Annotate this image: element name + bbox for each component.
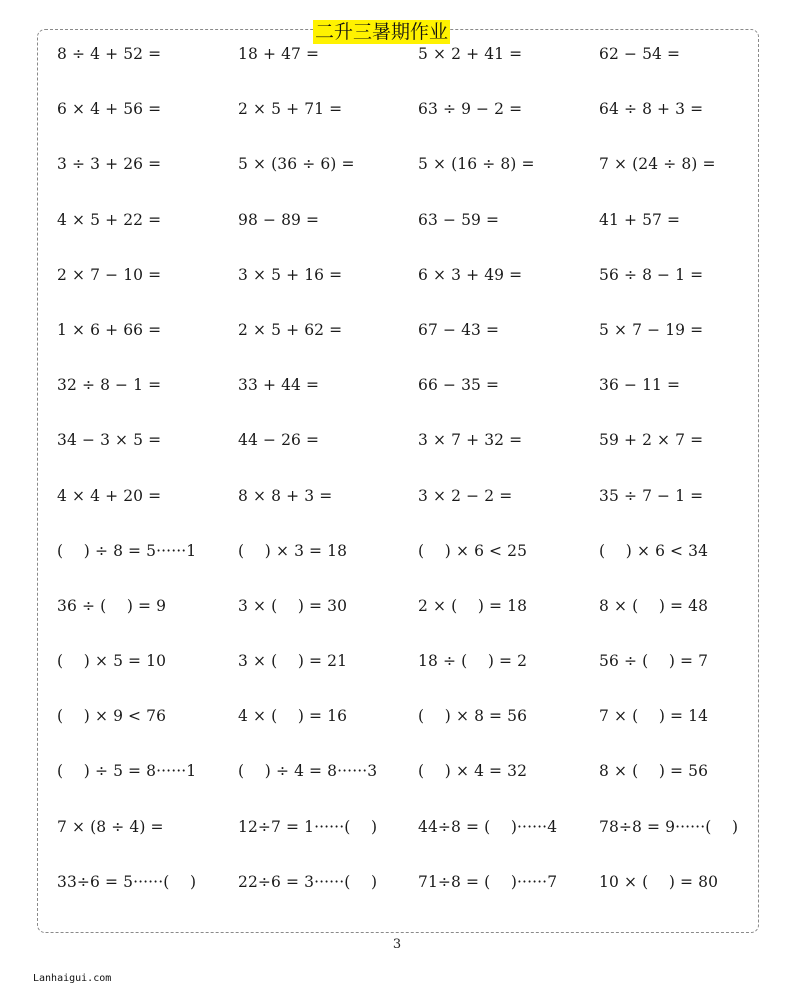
math-problem: 2 × 5 + 71 = [238, 100, 343, 119]
math-problem: 7 × (8 ÷ 4) = [57, 817, 164, 836]
math-problem: 62 − 54 = [599, 45, 681, 63]
math-problem: ( ) × 5 = 10 [57, 652, 167, 671]
math-problem: ( ) × 6 < 34 [599, 541, 709, 560]
math-problem: 59 + 2 × 7 = [599, 431, 704, 450]
math-problem: 36 ÷ ( ) = 9 [57, 596, 167, 615]
math-problem: 66 − 35 = [418, 376, 500, 395]
math-problem: 5 × (16 ÷ 8) = [418, 155, 535, 174]
math-problem: 10 × ( ) = 80 [599, 872, 719, 891]
math-problem: 2 × ( ) = 18 [418, 596, 528, 615]
math-problem: 18 + 47 = [238, 45, 320, 63]
math-problem: 6 × 4 + 56 = [57, 100, 162, 119]
math-problem: 3 × 5 + 16 = [238, 265, 343, 284]
math-problem: 8 × ( ) = 48 [599, 596, 709, 615]
math-problem: 18 ÷ ( ) = 2 [418, 652, 528, 671]
math-problem: 56 ÷ 8 − 1 = [599, 265, 704, 284]
math-problem: 12÷7 = 1······( ) [238, 817, 378, 836]
math-problem: ( ) × 8 = 56 [418, 707, 528, 726]
math-problem: 6 × 3 + 49 = [418, 265, 523, 284]
math-problem: 5 × 2 + 41 = [418, 45, 523, 63]
math-problem: ( ) ÷ 5 = 8······1 [57, 762, 197, 781]
math-problem: 3 × 2 − 2 = [418, 486, 513, 505]
math-problem: 34 − 3 × 5 = [57, 431, 162, 450]
math-problem: 8 × 8 + 3 = [238, 486, 333, 505]
math-problem: 4 × ( ) = 16 [238, 707, 348, 726]
math-problem: 7 × (24 ÷ 8) = [599, 155, 716, 174]
site-watermark: Lanhaigui.com [33, 973, 112, 984]
math-problem: 4 × 5 + 22 = [57, 210, 162, 229]
math-problem: 2 × 7 − 10 = [57, 265, 162, 284]
page-number: 3 [392, 937, 402, 952]
math-problem: ( ) × 3 = 18 [238, 541, 348, 560]
math-problem: 63 − 59 = [418, 210, 500, 229]
math-problem: 7 × ( ) = 14 [599, 707, 709, 726]
math-problem: 8 ÷ 4 + 52 = [57, 45, 162, 63]
math-problem: 32 ÷ 8 − 1 = [57, 376, 162, 395]
math-problem: 2 × 5 + 62 = [238, 320, 343, 339]
math-problem: 41 + 57 = [599, 210, 681, 229]
math-problem: 98 − 89 = [238, 210, 320, 229]
math-problem: 33÷6 = 5······( ) [57, 872, 197, 891]
math-problem: 33 + 44 = [238, 376, 320, 395]
math-problem: ( ) × 4 = 32 [418, 762, 528, 781]
math-problem: 78÷8 = 9······( ) [599, 817, 739, 836]
math-problem: 3 × 7 + 32 = [418, 431, 523, 450]
math-problem: 5 × (36 ÷ 6) = [238, 155, 355, 174]
math-problem: 63 ÷ 9 − 2 = [418, 100, 523, 119]
math-problem: 8 × ( ) = 56 [599, 762, 709, 781]
math-problem: 22÷6 = 3······( ) [238, 872, 378, 891]
math-problem: 67 − 43 = [418, 320, 500, 339]
math-problem: 1 × 6 + 66 = [57, 320, 162, 339]
math-problem: 4 × 4 + 20 = [57, 486, 162, 505]
math-problem: 35 ÷ 7 − 1 = [599, 486, 704, 505]
math-problem: 44 − 26 = [238, 431, 320, 450]
math-problem: 56 ÷ ( ) = 7 [599, 652, 709, 671]
worksheet-title: 二升三暑期作业 [315, 21, 449, 43]
math-problem: 64 ÷ 8 + 3 = [599, 100, 704, 119]
math-problem: ( ) × 9 < 76 [57, 707, 167, 726]
math-problem: 3 ÷ 3 + 26 = [57, 155, 162, 174]
math-problem: 3 × ( ) = 21 [238, 652, 348, 671]
math-problem: 71÷8 = ( )······7 [418, 872, 558, 891]
math-problem: ( ) × 6 < 25 [418, 541, 528, 560]
math-problem: ( ) ÷ 8 = 5······1 [57, 541, 197, 560]
math-problem: 36 − 11 = [599, 376, 681, 395]
math-problem: 5 × 7 − 19 = [599, 320, 704, 339]
problem-grid [57, 42, 777, 925]
math-problem: 3 × ( ) = 30 [238, 596, 348, 615]
math-problem: ( ) ÷ 4 = 8······3 [238, 762, 378, 781]
math-problem: 44÷8 = ( )······4 [418, 817, 558, 836]
